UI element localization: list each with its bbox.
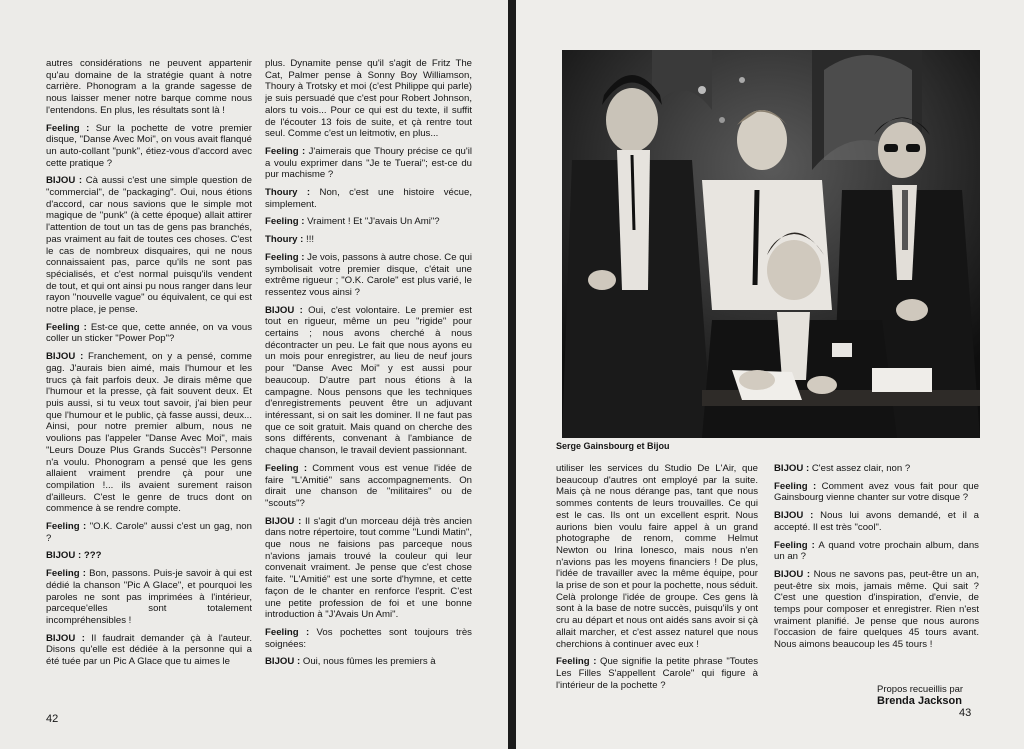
speaker-label: Feeling :	[46, 122, 90, 134]
paragraph-text: "O.K. Carole" aussi c'est un gag, non ?	[46, 521, 252, 544]
paragraph	[265, 187, 472, 210]
speaker-label: BIJOU :	[774, 568, 811, 580]
paragraph-text: Nous lui avons demandé, et il a accepté. Il est très "cool".	[774, 510, 979, 533]
speaker-label: Feeling :	[265, 145, 306, 157]
paragraph	[46, 550, 252, 562]
page-number-right: 43	[959, 707, 972, 719]
paragraph-text: plus. Dynamite pense qu'il s'agit de Fritz The Cat, Palmer pense à Sonny Boy Williamson, Thoury à Trotsky et moi (c'est Philippe qui parle) je suis persuadé que c'est pour Robert Johnson, alors tu vois... Pour ce qui est du texte, il suffit de l'écouter 13 fois de suite, et çà rentre tout seul. Comme c'est un leitmotiv, en plus...	[265, 58, 472, 140]
paragraph	[46, 351, 252, 515]
credit-author: Brenda Jackson	[877, 695, 962, 707]
paragraph-text: Il faudrait demander çà à l'auteur. Disons qu'elle est dédiée à la personne qui a été tuée par un Pic A Glace que tu aimes le	[46, 632, 252, 668]
paragraph-text: Est-ce que, cette année, on va vous coller un sticker "Power Pop"?	[46, 321, 252, 345]
paragraph	[774, 481, 979, 504]
paragraph	[46, 322, 252, 345]
speaker-label: Feeling :	[265, 462, 308, 474]
speaker-label: Feeling :	[265, 626, 310, 638]
speaker-label: BIJOU :	[774, 510, 814, 522]
paragraph-text: Comment vous est venue l'idée de faire "L'Amitié" sans accompagnements. On dirait une chanson de "militaires" ou de "scouts"?	[265, 462, 472, 509]
left-page	[0, 0, 508, 749]
paragraph-text: Franchement, on y a pensé, comme gag. J'aurais bien aimé, mais l'humour et les trucs çà fait parfois deux. Je dirais même que l'humour et la presse, çà fait souvent deux. Et puis aussi, si tu veux tout savoir, j'ai bien peur que l'humour et le public, çà fasse aussi, deux... Ainsi, pour notre premier album, nous ne voulions pas l'appeler "Danse Avec Moi", mais "Leurs Douze Plus Grands Succès"! Personne n'a voulu. Phonogram a pensé que les gens allaient vraiment prendre çà pour une compilation !... ils avaient surement raison d'ailleurs. C'est le genre de trucs dont on commence à se rendre compte.	[46, 351, 252, 515]
left-column-1	[46, 58, 252, 728]
paragraph-text: J'aimerais que Thoury précise ce qu'il a voulu exprimer dans "Je te Tuerai"; est-ce du pur machisme ?	[265, 145, 472, 181]
paragraph	[46, 568, 252, 627]
paragraph-text: Sur la pochette de votre premier disque, "Danse Avec Moi", on vous avait flanqué un auto-collant "punk", étiez-vous d'accord avec cette pratique ?	[46, 122, 252, 169]
credit-line: Propos recueillis par	[877, 684, 964, 695]
paragraph-text: Il s'agit d'un morceau déjà très ancien dans notre répertoire, tout comme "Lundi Matin", que nous ne faisions pas parceque nous n'avions jamais trouvé la couleur qui leur convenait vraiment. Je pense que c'est chose faite. "L'Amitié" est une sorte d'hymne, et cette façon de le chanter en renforce l'esprit. C'est une petite profession de foi et une bonne introduction à "J'Avais Un Ami".	[265, 515, 472, 621]
spine-gutter	[508, 0, 516, 749]
paragraph-text: autres considérations ne peuvent appartenir qu'au domaine de la stratégie quant à notre carrière. Phonogram a la grande sagesse de nous laisser mener notre barque comme nous l'entendons. En plus, les résultats sont là !	[46, 58, 252, 116]
page-number-left: 42	[46, 713, 59, 725]
paragraph-text: Nous ne savons pas, peut-être un an, peut-être six mois, jamais même. Qui sait ? C'est une question d'inspiration, d'envie, de temps pour composer et enregistrer. Rien n'est vraiment planifié. Je pense que nous aurons l'occasion de faire quelques 45 tours avant. Nous aimons beaucoup les 45 tours !	[774, 568, 979, 651]
paragraph	[46, 175, 252, 315]
speaker-label: BIJOU :	[46, 351, 84, 363]
paragraph-text: Bon, passons. Puis-je savoir à qui est dédié la chanson "Pic A Glace", et pourquoi les paroles ne sont pas imprimées à l'intérieur, parceque'elles sont totalement incompréhensibles !	[46, 568, 252, 626]
speaker-label: Thoury :	[265, 187, 311, 199]
speaker-label: Feeling :	[265, 216, 305, 228]
left-column-2	[265, 58, 472, 728]
paragraph-text: Non, c'est une histoire vécue, simplement.	[265, 187, 472, 210]
paragraph	[265, 252, 472, 299]
paragraph-text: Cà aussi c'est une simple question de "commercial", de "packaging". Oui, nous étions d'accord, car nous savions que le simple mot magique de "punk" (à cette époque) allait attirer l'attention de tout un tas de gens pas branchés, pas vraiment au fait de toutes ces choses. C'est le cas de nombreux disquaires, qui ne nous connaissaient pas, parce qu'ils ne sont pas spécialisés, et c'est normal puisqu'ils vendent de tout, et qui ont ainsi pu nous ranger dans leur rayon "nouvelle vague" ou équivalent, ce qui est notre place, je pense.	[46, 175, 252, 316]
paragraph	[774, 569, 979, 651]
paragraph-text: Comment avez vous fait pour que Gainsbourg vienne chanter sur votre disque ?	[774, 480, 979, 504]
speaker-label: Feeling :	[774, 480, 817, 492]
paragraph-text: Que signifie la petite phrase "Toutes Les Filles S'appellent Carole" qui figure à l'intérieur de la pochette ?	[556, 656, 758, 691]
speaker-label: BIJOU :	[265, 304, 303, 316]
paragraph-text: !!!	[303, 234, 315, 246]
paragraph	[265, 216, 472, 228]
paragraph	[265, 463, 472, 510]
speaker-label: Feeling :	[556, 656, 597, 668]
photo-caption: Serge Gainsbourg et Bijou	[556, 441, 670, 451]
interview-credit	[877, 684, 982, 707]
paragraph	[265, 234, 472, 246]
paragraph	[46, 58, 252, 117]
paragraph	[774, 510, 979, 533]
paragraph	[46, 633, 252, 668]
speaker-label: Feeling :	[774, 539, 815, 551]
paragraph-text: A quand votre prochain album, dans un an ?	[774, 539, 979, 563]
speaker-label: BIJOU :	[46, 175, 83, 187]
paragraph	[774, 540, 979, 563]
paragraph-text: Vos pochettes sont toujours très soignées:	[265, 626, 472, 650]
speaker-label: Feeling :	[46, 321, 87, 333]
paragraph	[265, 516, 472, 621]
speaker-label: BIJOU :	[774, 463, 810, 474]
paragraph-text: Oui, nous fûmes les premiers à	[300, 656, 436, 668]
photo-illustration	[562, 50, 980, 438]
paragraph	[556, 463, 758, 650]
speaker-label: Feeling :	[46, 521, 87, 533]
band-photo	[562, 50, 980, 438]
paragraph-text: Je vois, passons à autre chose. Ce qui symbolisait votre premier disque, c'était une extrême rigueur ; "O.K. Carole" est plus varié, le ressentez vous ainsi ?	[265, 251, 472, 298]
paragraph-text: Oui, c'est volontaire. Le premier est tout en rigueur, même un peu "rigide" pour certains ; nous avons cherché à nous décontracter un peu. Le fait que nous ayons eu un mois pour enregistrer, au lieu de neuf jours pour "Danse Avec Moi" y est aussi pour beaucoup. D'autre part nous étions à la campagne. Nous pensons que les techniques d'enregistrements peuvent être un adjuvant intéressant, si on sait les dominer. Il ne faut pas que ce soit gratuit. Mais quand on cherche des sons différents, convenant à l'ambiance de chaque chanson, le travail devient passionnant.	[265, 304, 472, 457]
speaker-label: Feeling :	[46, 568, 86, 580]
right-column-1	[556, 463, 758, 723]
paragraph	[46, 123, 252, 170]
paragraph-text: Vraiment ! Et "J'avais Un Ami"?	[304, 216, 440, 228]
speaker-label: BIJOU : ???	[46, 550, 102, 562]
speaker-label: Thoury :	[265, 234, 304, 246]
paragraph-text: utiliser les services du Studio De L'Air, que beaucoup d'autres ont employé par la suite. Mais çà ne nous dérange pas, tant que nous sommes contents de leurs trouvailles. Ce qui est le cas. Ils ont un excellent esprit. Nous aurions bien voulu faire appel à un grand photographe de renom, comme Helmut Newton ou Irina Ionesco, mais nous n'en n'avions pas les moyens financiers ! De plus, l'idée de travailler avec la même équipe, pour la prise de son et pour la pochette, nous séduit. Celà prolonge l'idée de groupe. Ces gens là sont à la base de notre succès, puisqu'ils y ont cru au départ et nous ont aidés sans avoir si çà allait marcher, et c'est assez naturel que nous cherchions à continuer avec eux !	[556, 463, 758, 650]
speaker-label: BIJOU :	[46, 632, 85, 644]
speaker-label: BIJOU :	[265, 515, 302, 527]
speaker-label: BIJOU :	[265, 656, 301, 668]
paragraph	[265, 627, 472, 650]
paragraph	[46, 521, 252, 544]
paragraph	[556, 656, 758, 691]
paragraph	[774, 463, 979, 475]
paragraph-text: C'est assez clair, non ?	[809, 463, 911, 474]
paragraph	[265, 656, 472, 668]
paragraph	[265, 305, 472, 457]
speaker-label: Feeling :	[265, 251, 305, 263]
right-page	[516, 0, 1024, 749]
paragraph	[265, 146, 472, 181]
paragraph	[265, 58, 472, 140]
